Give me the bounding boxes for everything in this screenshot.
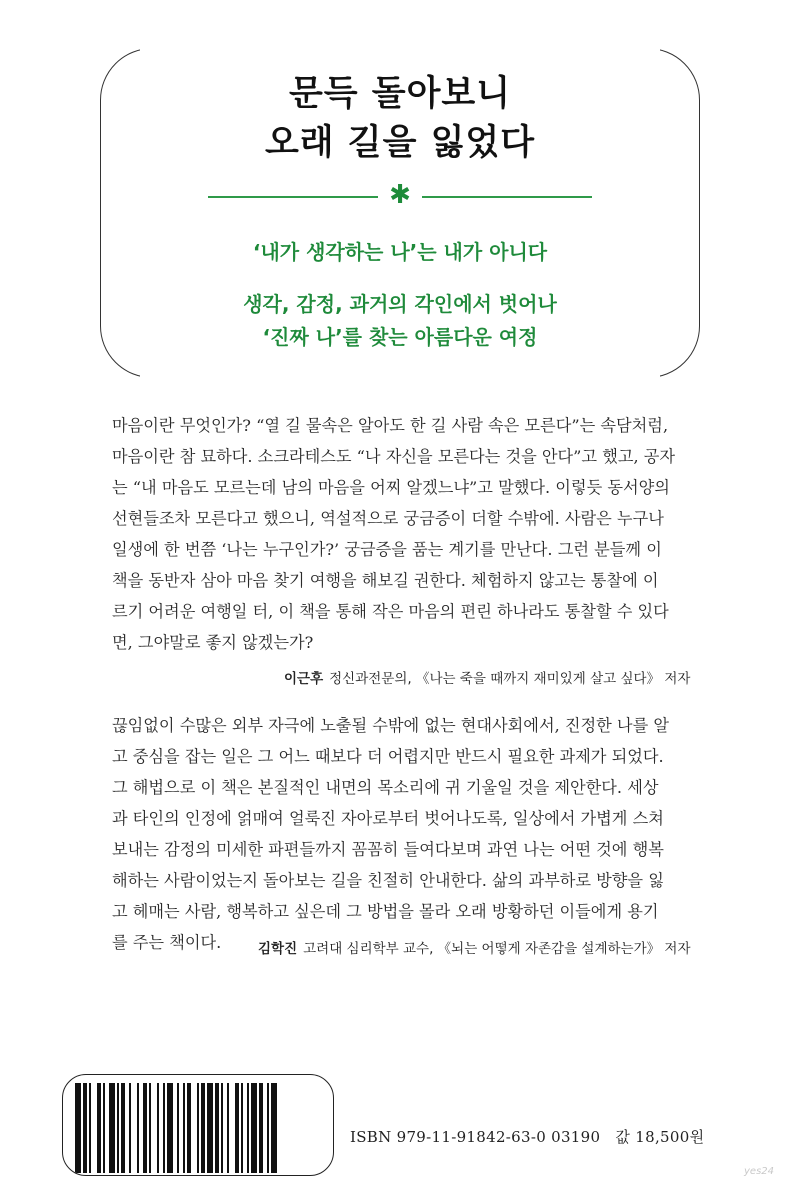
endorsement-1-line: 마음이란 무엇인가? “열 길 물속은 알아도 한 길 사람 속은 모른다”는 속담처럼,: [112, 416, 669, 435]
barcode-bar: [207, 1083, 213, 1173]
barcode-bar: [227, 1083, 229, 1173]
barcode-bar: [197, 1083, 199, 1173]
endorsement-1-line: 는 “내 마음도 모르는데 남의 마음을 어찌 알겠느냐”고 말했다. 이렇듯 동서양의: [112, 478, 670, 497]
barcode-bar: [149, 1083, 151, 1173]
endorsement-2-line: 과 타인의 인정에 얽매여 얼룩진 자아로부터 벗어나도록, 일상에서 가볍게 스쳐: [112, 809, 664, 828]
barcode-bar: [89, 1083, 91, 1173]
barcode-bar: [201, 1083, 205, 1173]
book-title-line-2: 오래 길을 잃었다: [264, 123, 536, 163]
endorsement-1-line: 마음이란 참 묘하다. 소크라테스도 “나 자신을 모른다는 것을 안다”고 했고, 공자: [112, 447, 676, 466]
barcode-bar: [187, 1083, 191, 1173]
barcode-bar: [267, 1083, 269, 1173]
endorsement-1-attribution: [284, 667, 690, 687]
barcode-bar: [109, 1083, 115, 1173]
endorsement-1-line: 선현들조차 모른다고 했으니, 역설적으로 궁금증이 더할 수밖에. 사람은 누구나: [112, 509, 664, 528]
tagline-3: ‘진짜 나’를 찾는 아름다운 여정: [262, 325, 538, 349]
price: 값 18,500원: [615, 1128, 705, 1146]
barcode-bar: [235, 1083, 239, 1173]
barcode-bar: [241, 1083, 243, 1173]
endorsement-1: [112, 410, 692, 658]
barcode-bar: [117, 1083, 119, 1173]
endorser-name: 이근후: [284, 671, 324, 687]
tagline-1: ‘내가 생각하는 나’는 내가 아니다: [252, 240, 548, 264]
endorsement-2-line: 보내는 감정의 미세한 파편들까지 꼼꼼히 들여다보며 과연 나는 어떤 것에 행복: [112, 840, 664, 859]
endorsement-2-line: 를 주는 책이다.: [112, 933, 222, 952]
endorsement-1-line: 책을 동반자 삼아 마음 찾기 여행을 해보길 권한다. 체험하지 않고는 통찰에 이: [112, 571, 659, 590]
endorsement-2-line: 끊임없이 수많은 외부 자극에 노출될 수밖에 없는 현대사회에서, 진정한 나를 알: [112, 716, 669, 735]
endorser-name: 김학진: [258, 941, 298, 957]
endorser-credit: 정신과전문의, 《나는 죽을 때까지 재미있게 살고 싶다》 저자: [329, 671, 691, 687]
book-title-line-1: 문득 돌아보니: [288, 74, 512, 114]
barcode-bar: [183, 1083, 185, 1173]
isbn-line: [350, 1126, 704, 1147]
endorsement-2-attribution: [258, 937, 690, 957]
barcode-bar: [251, 1083, 257, 1173]
isbn: ISBN 979-11-91842-63-0 03190: [350, 1128, 601, 1146]
endorsement-1-line: 일생에 한 번쯤 ‘나는 누구인가?’ 궁금증을 품는 계기를 만난다. 그런 분들께 이: [112, 540, 662, 559]
endorsement-1-line: 르기 어려운 여행일 터, 이 책을 통해 작은 마음의 편린 하나라도 통찰할 수 있다: [112, 602, 669, 621]
endorsement-2: [112, 710, 692, 958]
endorser-credit: 고려대 심리학부 교수, 《뇌는 어떻게 자존감을 설계하는가》 저자: [303, 941, 691, 957]
barcode-bar: [247, 1083, 249, 1173]
barcode-bar: [97, 1083, 101, 1173]
barcode-bar: [177, 1083, 179, 1173]
barcode-bar: [129, 1083, 131, 1173]
watermark-logo: yes24: [744, 1166, 775, 1177]
endorsement-2-line: 해하는 사람이었는지 돌아보는 길을 친절히 안내한다. 삶의 과부하로 방향을 잃: [112, 871, 664, 890]
barcode-bar: [163, 1083, 165, 1173]
barcode-bar: [167, 1083, 173, 1173]
tagline-2: 생각, 감정, 과거의 각인에서 벗어나: [243, 292, 557, 316]
divider-right: [422, 196, 592, 198]
barcode-bar: [83, 1083, 87, 1173]
star-icon: ✱: [389, 180, 411, 210]
barcode-bar: [215, 1083, 219, 1173]
endorsement-2-line: 그 해법으로 이 책은 본질적인 내면의 목소리에 귀 기울일 것을 제안한다. 세상: [112, 778, 659, 797]
barcode-bar: [271, 1083, 277, 1173]
endorsement-1-line: 면, 그야말로 좋지 않겠는가?: [112, 633, 314, 652]
barcode-bar: [259, 1083, 263, 1173]
barcode-bar: [221, 1083, 223, 1173]
barcode-bar: [137, 1083, 139, 1173]
endorsement-2-line: 고 헤매는 사람, 행복하고 싶은데 그 방법을 몰라 오래 방황하던 이들에게 용기: [112, 902, 659, 921]
barcode-bar: [143, 1083, 147, 1173]
barcode-bar: [103, 1083, 105, 1173]
barcode-bars: [75, 1083, 325, 1173]
divider-left: [208, 196, 378, 198]
barcode-bar: [157, 1083, 159, 1173]
barcode-bar: [121, 1083, 125, 1173]
barcode-bar: [75, 1083, 81, 1173]
endorsement-2-line: 고 중심을 잡는 일은 그 어느 때보다 더 어렵지만 반드시 필요한 과제가 되었다.: [112, 747, 664, 766]
barcode: [62, 1074, 334, 1176]
